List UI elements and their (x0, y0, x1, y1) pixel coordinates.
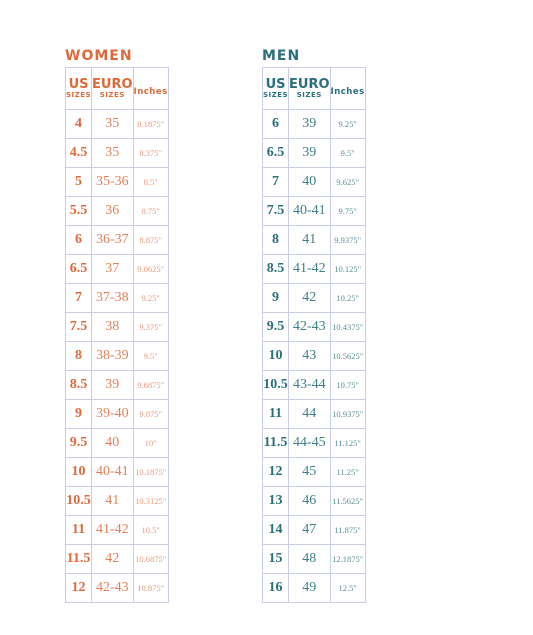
euro-size-cell: 40 (289, 168, 331, 197)
us-size-cell: 9.5 (66, 429, 92, 458)
us-size-cell: 6 (66, 226, 92, 255)
table-row (66, 284, 169, 313)
euro-size-cell: 40-41 (92, 458, 134, 487)
table-row (263, 255, 366, 284)
inches-cell: 10.125" (330, 255, 365, 284)
us-size-cell: 4 (66, 110, 92, 139)
inches-cell: 9.75" (330, 197, 365, 226)
table-row (66, 400, 169, 429)
table-row (263, 400, 366, 429)
euro-size-cell: 44 (289, 400, 331, 429)
us-size-cell: 11.5 (66, 545, 92, 574)
inches-header: Inches (330, 68, 365, 110)
us-size-cell: 11 (263, 400, 289, 429)
table-row (263, 545, 366, 574)
women-size-table (65, 67, 169, 603)
euro-size-cell: 42 (92, 545, 134, 574)
table-row (66, 255, 169, 284)
us-size-cell: 8 (263, 226, 289, 255)
inches-cell: 10.5625" (330, 342, 365, 371)
table-row (66, 342, 169, 371)
us-size-cell: 10.5 (66, 487, 92, 516)
inches-cell: 8.375" (133, 139, 168, 168)
euro-size-cell: 35 (92, 110, 134, 139)
euro-size-cell: 42-43 (92, 574, 134, 603)
us-size-cell: 6.5 (263, 139, 289, 168)
inches-cell: 9.5" (133, 342, 168, 371)
us-size-cell: 6.5 (66, 255, 92, 284)
inches-cell: 9.25" (330, 110, 365, 139)
us-size-cell: 6 (263, 110, 289, 139)
euro-size-cell: 38 (92, 313, 134, 342)
euro-size-cell: 39 (289, 139, 331, 168)
us-size-cell: 13 (263, 487, 289, 516)
table-row (66, 429, 169, 458)
inches-cell: 12.5" (330, 574, 365, 603)
euro-size-cell: 45 (289, 458, 331, 487)
table-row (66, 197, 169, 226)
table-row (66, 516, 169, 545)
inches-cell: 10.6875" (133, 545, 168, 574)
inches-cell: 12.1875" (330, 545, 365, 574)
euro-size-cell: 39 (289, 110, 331, 139)
table-row (263, 487, 366, 516)
euro-size-cell: 49 (289, 574, 331, 603)
inches-cell: 10.1875" (133, 458, 168, 487)
table-row (263, 342, 366, 371)
us-sizes-header: US SIZES (66, 68, 92, 110)
euro-size-cell: 43-44 (289, 371, 331, 400)
inches-cell: 9.0625" (133, 255, 168, 284)
us-size-cell: 5 (66, 168, 92, 197)
us-size-cell: 11 (66, 516, 92, 545)
euro-size-cell: 37-38 (92, 284, 134, 313)
inches-cell: 10.3125" (133, 487, 168, 516)
inches-cell: 10" (133, 429, 168, 458)
inches-cell: 8.5" (133, 168, 168, 197)
table-row (263, 284, 366, 313)
inches-cell: 10.4375" (330, 313, 365, 342)
inches-cell: 9.9375" (330, 226, 365, 255)
euro-size-cell: 46 (289, 487, 331, 516)
euro-size-cell: 35-36 (92, 168, 134, 197)
table-row (263, 110, 366, 139)
table-row (263, 516, 366, 545)
table-row (66, 139, 169, 168)
inches-cell: 10.9375" (330, 400, 365, 429)
us-size-cell: 8.5 (263, 255, 289, 284)
euro-size-cell: 48 (289, 545, 331, 574)
table-row (66, 226, 169, 255)
us-size-cell: 4.5 (66, 139, 92, 168)
table-row (66, 110, 169, 139)
table-row (66, 313, 169, 342)
table-row (263, 313, 366, 342)
euro-size-cell: 41-42 (92, 516, 134, 545)
inches-cell: 9.625" (330, 168, 365, 197)
inches-cell: 9.375" (133, 313, 168, 342)
inches-cell: 9.25" (133, 284, 168, 313)
inches-cell: 11.875" (330, 516, 365, 545)
inches-cell: 9.6875" (133, 371, 168, 400)
us-size-cell: 9 (66, 400, 92, 429)
inches-cell: 11.5625" (330, 487, 365, 516)
table-row (66, 545, 169, 574)
euro-size-cell: 41-42 (289, 255, 331, 284)
table-row (66, 371, 169, 400)
us-size-cell: 7.5 (66, 313, 92, 342)
us-size-cell: 5.5 (66, 197, 92, 226)
table-row (263, 197, 366, 226)
inches-header: Inches (133, 68, 168, 110)
us-size-cell: 11.5 (263, 429, 289, 458)
us-size-cell: 10 (66, 458, 92, 487)
euro-size-cell: 39 (92, 371, 134, 400)
euro-size-cell: 37 (92, 255, 134, 284)
us-size-cell: 16 (263, 574, 289, 603)
us-size-cell: 8.5 (66, 371, 92, 400)
us-size-cell: 12 (263, 458, 289, 487)
euro-size-cell: 40-41 (289, 197, 331, 226)
euro-size-cell: 42 (289, 284, 331, 313)
inches-cell: 10.875" (133, 574, 168, 603)
table-row (66, 458, 169, 487)
us-size-cell: 7 (263, 168, 289, 197)
us-size-cell: 10 (263, 342, 289, 371)
table-row (263, 226, 366, 255)
inches-cell: 10.75" (330, 371, 365, 400)
inches-cell: 9.875" (133, 400, 168, 429)
us-size-cell: 7 (66, 284, 92, 313)
euro-size-cell: 47 (289, 516, 331, 545)
euro-size-cell: 39-40 (92, 400, 134, 429)
us-size-cell: 9.5 (263, 313, 289, 342)
euro-size-cell: 36 (92, 197, 134, 226)
table-row (66, 168, 169, 197)
euro-size-cell: 35 (92, 139, 134, 168)
euro-size-cell: 44-45 (289, 429, 331, 458)
inches-cell: 8.875" (133, 226, 168, 255)
table-row (263, 458, 366, 487)
us-size-cell: 7.5 (263, 197, 289, 226)
header-row (263, 68, 366, 110)
euro-size-cell: 43 (289, 342, 331, 371)
euro-size-cell: 41 (92, 487, 134, 516)
us-size-cell: 14 (263, 516, 289, 545)
euro-size-cell: 42-43 (289, 313, 331, 342)
inches-cell: 8.1875" (133, 110, 168, 139)
inches-cell: 8.75" (133, 197, 168, 226)
table-row (263, 371, 366, 400)
euro-sizes-header: EURO SIZES (289, 68, 331, 110)
table-row (263, 139, 366, 168)
us-sizes-header: US SIZES (263, 68, 289, 110)
inches-cell: 11.125" (330, 429, 365, 458)
inches-cell: 10.25" (330, 284, 365, 313)
us-size-cell: 9 (263, 284, 289, 313)
table-row (263, 429, 366, 458)
euro-size-cell: 36-37 (92, 226, 134, 255)
men-size-table (262, 67, 366, 603)
inches-cell: 10.5" (133, 516, 168, 545)
table-row (263, 168, 366, 197)
inches-cell: 9.5" (330, 139, 365, 168)
inches-cell: 11.25" (330, 458, 365, 487)
us-size-cell: 12 (66, 574, 92, 603)
us-size-cell: 8 (66, 342, 92, 371)
us-size-cell: 15 (263, 545, 289, 574)
euro-size-cell: 40 (92, 429, 134, 458)
euro-size-cell: 41 (289, 226, 331, 255)
header-row (66, 68, 169, 110)
table-row (66, 487, 169, 516)
euro-sizes-header: EURO SIZES (92, 68, 134, 110)
euro-size-cell: 38-39 (92, 342, 134, 371)
table-row (263, 574, 366, 603)
table-row (66, 574, 169, 603)
us-size-cell: 10.5 (263, 371, 289, 400)
